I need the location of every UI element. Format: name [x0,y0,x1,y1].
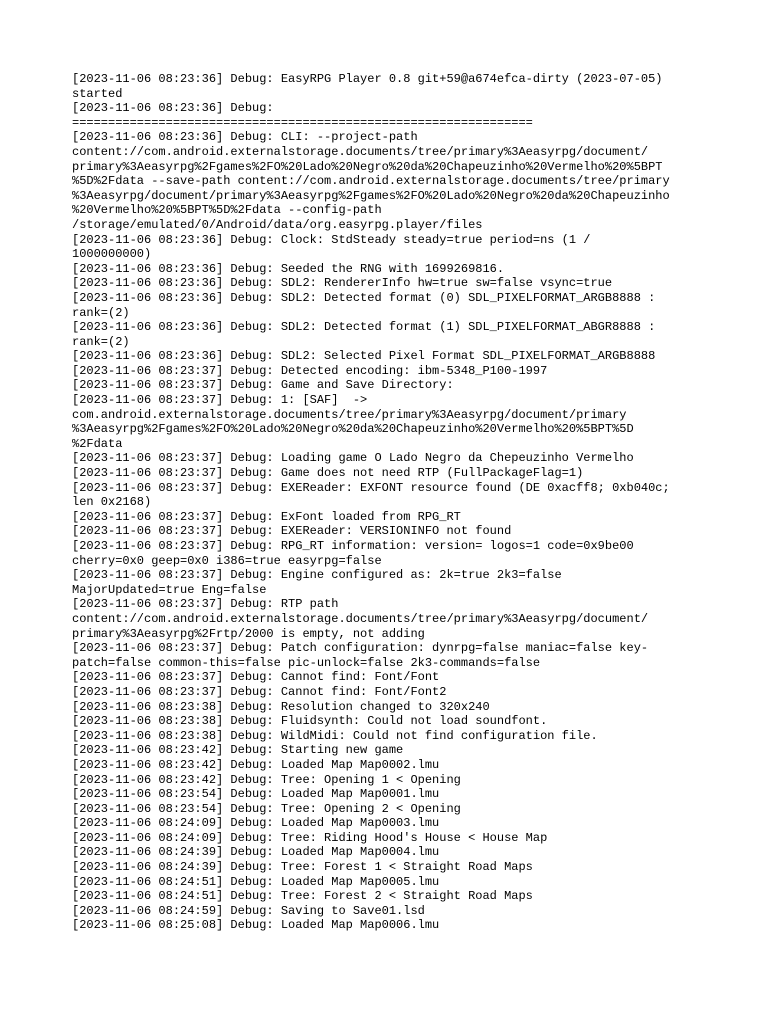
log-line: [2023-11-06 08:23:36] Debug: EasyRPG Player 0.8 git+59@a674efca-dirty (2023-07-05) [72,72,663,86]
log-line: [2023-11-06 08:23:37] Debug: Patch configuration: dynrpg=false maniac=false key- [72,641,649,656]
log-line: [2023-11-06 08:23:37] Debug: RTP path [72,597,339,612]
log-line: primary%3Aeasyrpg%2Frtp/2000 is empty, not adding [72,626,425,641]
log-line: patch=false common-this=false pic-unlock=false 2k3-commands=false [72,655,541,670]
log-line: ================================================================ [72,115,533,130]
log-line: [2023-11-06 08:23:42] Debug: Tree: Opening 1 < Opening [72,772,461,787]
log-line: com.android.externalstorage.documents/tree/primary%3Aeasyrpg/document/primary [72,407,627,422]
log-line: [2023-11-06 08:23:36] Debug: Seeded the RNG with 1699269816. [72,261,505,276]
log-line: [2023-11-06 08:23:37] Debug: Cannot find: Font/Font [72,670,440,685]
log-line: [2023-11-06 08:24:09] Debug: Tree: Riding Hood's House < House Map [72,830,548,845]
log-line: [2023-11-06 08:23:36] Debug: CLI: --project-path [72,130,418,145]
log-line: 1000000000) [72,247,152,262]
log-line: rank=(2) [72,305,130,320]
log-line: [2023-11-06 08:24:39] Debug: Loaded Map Map0004.lmu [72,845,440,860]
log-line: [2023-11-06 08:23:36] Debug: [72,101,274,116]
log-line: [2023-11-06 08:23:37] Debug: Loading game O Lado Negro da Chepeuzinho Vermelho [72,451,634,466]
log-line: [2023-11-06 08:23:38] Debug: Resolution changed to 320x240 [72,699,490,714]
log-line: %3Aeasyrpg%2Fgames%2FO%20Lado%20Negro%20da%20Chapeuzinho%20Vermelho%20%5BPT%5D [72,422,634,437]
log-line: [2023-11-06 08:23:37] Debug: 1: [SAF] -> [72,393,368,408]
log-line: [2023-11-06 08:25:08] Debug: Loaded Map Map0006.lmu [72,918,440,933]
log-line: [2023-11-06 08:23:38] Debug: WildMidi: Could not find configuration file. [72,728,598,743]
log-line: %5D%2Fdata --save-path content://com.android.externalstorage.documents/tree/primary [72,174,670,189]
log-line: [2023-11-06 08:24:59] Debug: Saving to Save01.lsd [72,903,425,918]
log-line: [2023-11-06 08:23:36] Debug: SDL2: Detected format (1) SDL_PIXELFORMAT_ABGR8888 : [72,320,656,335]
log-line: content://com.android.externalstorage.documents/tree/primary%3Aeasyrpg/document/ [72,611,649,626]
log-line: %20Vermelho%20%5BPT%5D%2Fdata --config-path [72,203,382,218]
log-line: primary%3Aeasyrpg%2Fgames%2FO%20Lado%20Negro%20da%20Chapeuzinho%20Vermelho%20%5BPT [72,159,663,174]
log-line: [2023-11-06 08:24:51] Debug: Tree: Forest 2 < Straight Road Maps [72,889,533,904]
log-line: len 0x2168) [72,495,152,510]
log-line: [2023-11-06 08:24:39] Debug: Tree: Forest 1 < Straight Road Maps [72,860,533,875]
log-line: [2023-11-06 08:23:54] Debug: Loaded Map Map0001.lmu [72,787,440,802]
log-line: [2023-11-06 08:23:37] Debug: RPG_RT information: version= logos=1 code=0x9be00 [72,539,634,553]
log-line: started [72,86,123,101]
log-line: /storage/emulated/0/Android/data/org.easyrpg.player/files [72,217,483,232]
log-line: [2023-11-06 08:23:42] Debug: Starting new game [72,743,404,758]
log-line: [2023-11-06 08:23:36] Debug: Clock: StdSteady steady=true period=ns (1 / [72,232,591,247]
log-line: content://com.android.externalstorage.documents/tree/primary%3Aeasyrpg/document/ [72,144,649,159]
log-line: [2023-11-06 08:23:36] Debug: SDL2: RendererInfo hw=true sw=false vsync=true [72,276,613,291]
log-line: rank=(2) [72,334,130,349]
log-line: cherry=0x0 geep=0x0 i386=true easyrpg=false [72,553,382,568]
log-line: [2023-11-06 08:23:38] Debug: Fluidsynth: Could not load soundfont. [72,714,548,729]
log-line: [2023-11-06 08:23:37] Debug: Game does not need RTP (FullPackageFlag=1) [72,466,584,481]
log-line: MajorUpdated=true Eng=false [72,582,267,597]
log-line: [2023-11-06 08:23:42] Debug: Loaded Map Map0002.lmu [72,757,440,772]
log-line: [2023-11-06 08:23:37] Debug: Cannot find: Font/Font2 [72,684,447,699]
log-line: %2Fdata [72,436,123,451]
log-line: [2023-11-06 08:23:37] Debug: ExFont loaded from RPG_RT [72,509,461,524]
log-line: [2023-11-06 08:23:37] Debug: Game and Save Directory: [72,378,454,393]
log-line: [2023-11-06 08:24:51] Debug: Loaded Map Map0005.lmu [72,874,440,889]
log-line: [2023-11-06 08:23:54] Debug: Tree: Opening 2 < Opening [72,801,461,816]
debug-log-document [72,72,702,933]
log-line: [2023-11-06 08:23:37] Debug: Detected encoding: ibm-5348_P100-1997 [72,363,548,378]
log-line: [2023-11-06 08:23:37] Debug: Engine configured as: 2k=true 2k3=false [72,568,562,583]
log-line: [2023-11-06 08:23:37] Debug: EXEReader: EXFONT resource found (DE 0xacff8; 0xb040c; [72,480,670,495]
log-line: [2023-11-06 08:24:09] Debug: Loaded Map Map0003.lmu [72,816,440,831]
log-line: [2023-11-06 08:23:37] Debug: EXEReader: VERSIONINFO not found [72,524,512,539]
log-line: [2023-11-06 08:23:36] Debug: SDL2: Detected format (0) SDL_PIXELFORMAT_ARGB8888 : [72,290,656,305]
log-line: %3Aeasyrpg/document/primary%3Aeasyrpg%2Fgames%2FO%20Lado%20Negro%20da%20Chapeuzinho [72,188,670,203]
log-line: [2023-11-06 08:23:36] Debug: SDL2: Selected Pixel Format SDL_PIXELFORMAT_ARGB8888 [72,349,656,364]
